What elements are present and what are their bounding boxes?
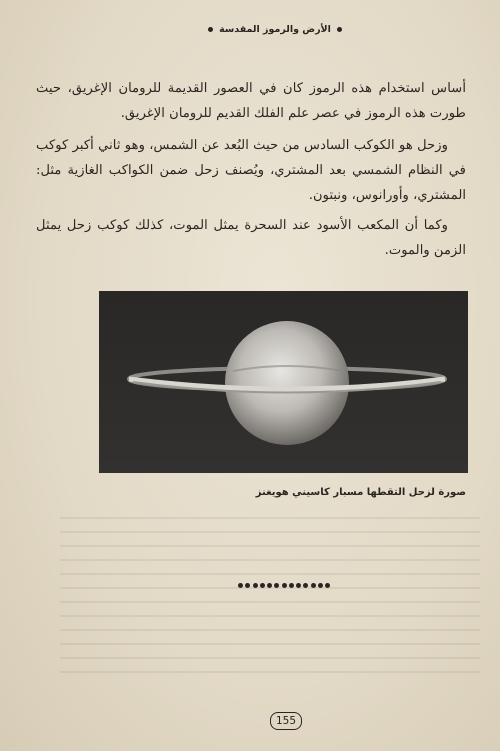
show-through-text: [60, 505, 480, 685]
section-divider: [238, 582, 330, 589]
paragraph-1: أساس استخدام هذه الرموز كان في العصور القديمة للرومان الإغريق، حيث طورت هذه الرموز في عصر علم الفلك القديم للرومان الإغريق.: [36, 81, 466, 121]
paragraph-2: وزحل هو الكوكب السادس من حيث البُعد عن الشمس، وهو ثاني أكبر كوكب في النظام الشمسي بعد المشتري، ويُصنف زحل ضمن الكواكب الغازية مثل: المشتري، وأورانوس، ونبتون.: [36, 138, 466, 203]
page-number: 155: [270, 712, 302, 730]
saturn-image: [99, 291, 468, 473]
paragraph-3: وكما أن المكعب الأسود عند السحرة يمثل الموت، كذلك كوكب زحل يمثل الزمن والموت.: [36, 218, 466, 258]
saturn-photo: [99, 291, 468, 473]
header-bullet-icon: [208, 27, 213, 32]
header-bullet-icon: [337, 27, 342, 32]
figure-caption: صورة لزحل التقطها مسبار كاسيني هويغنز: [255, 487, 466, 498]
running-header: [200, 24, 350, 35]
header-title: الأرض والرموز المقدسة: [219, 24, 331, 35]
